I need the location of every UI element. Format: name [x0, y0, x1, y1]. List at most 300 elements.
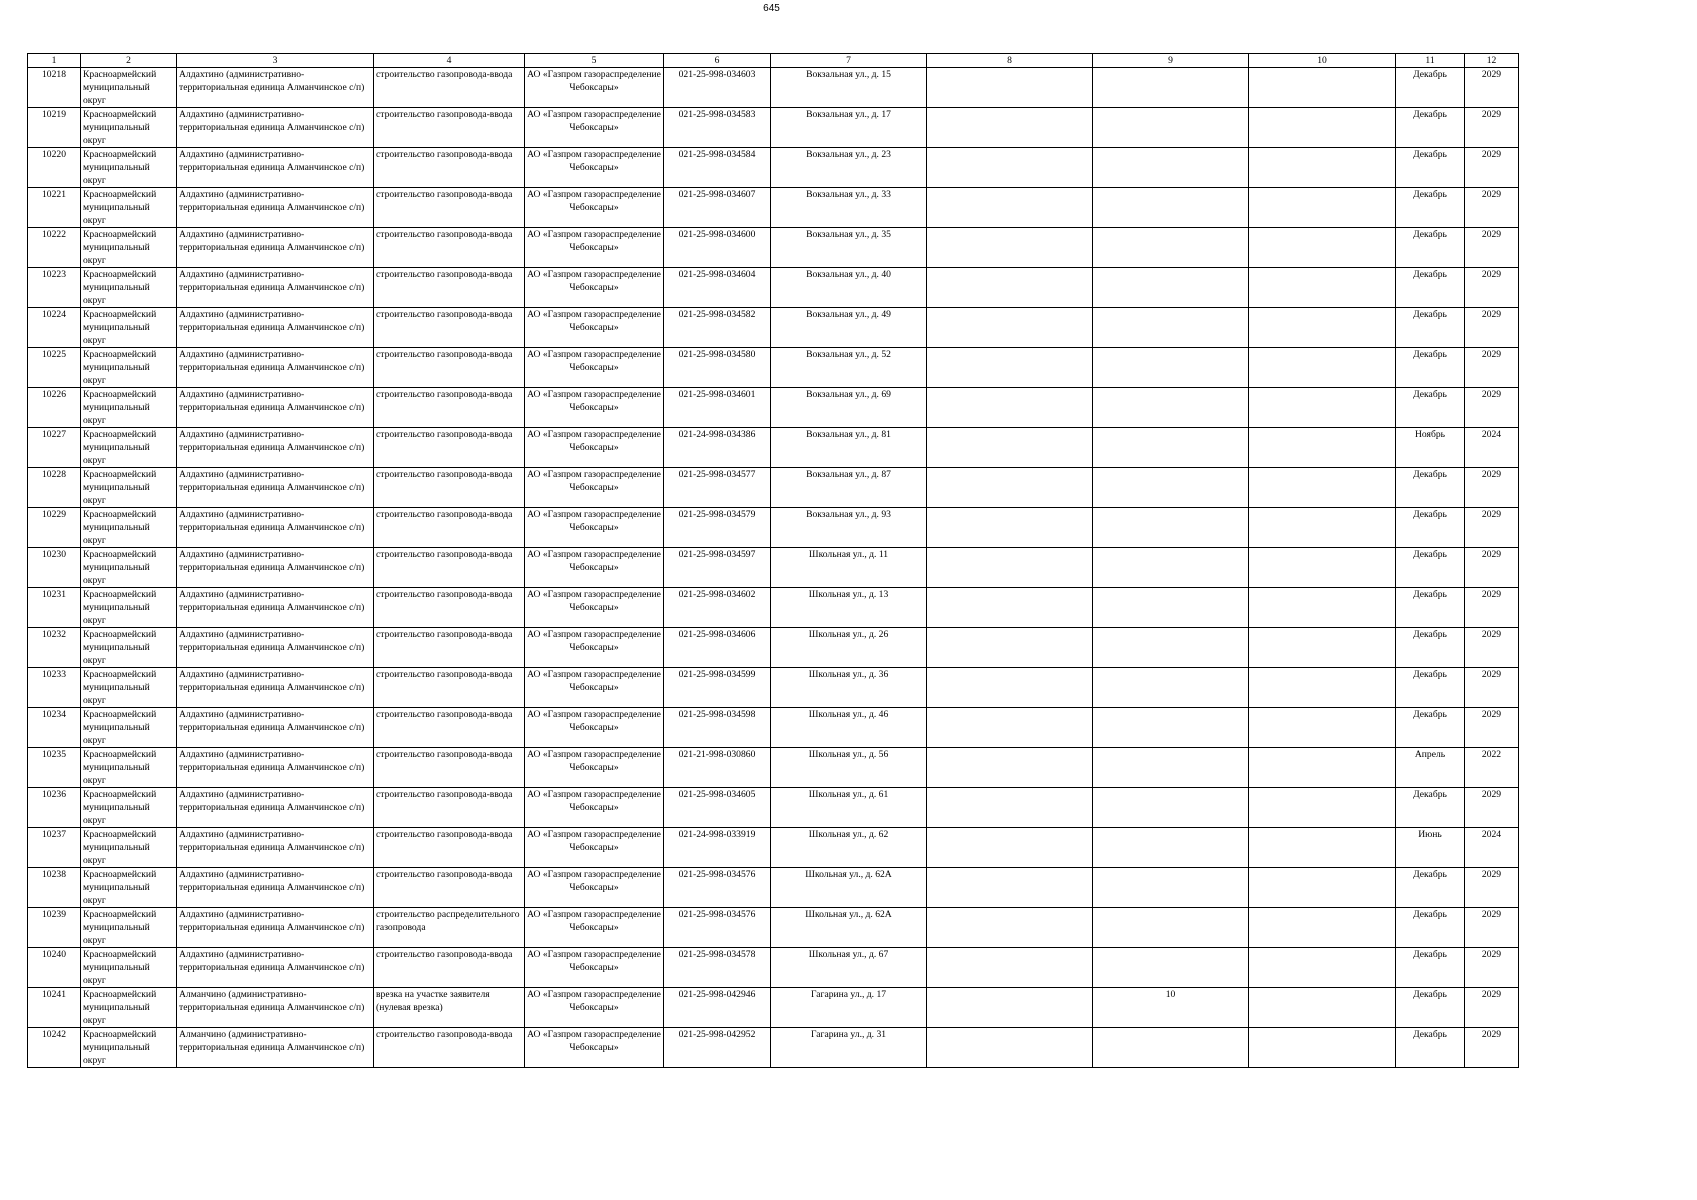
column-header: 11 — [1396, 54, 1465, 68]
column-8-cell — [927, 628, 1093, 668]
column-9-cell — [1093, 348, 1249, 388]
settlement-cell: Алдахтино (административно-территориальная единица Алманчинское с/п) — [177, 428, 374, 468]
register-table — [27, 53, 1519, 1068]
row-number: 10233 — [28, 668, 81, 708]
row-number: 10228 — [28, 468, 81, 508]
request-code-cell: 021-25-998-034597 — [664, 548, 771, 588]
month-cell: Декабрь — [1396, 668, 1465, 708]
settlement-cell: Алдахтино (административно-территориальная единица Алманчинское с/п) — [177, 308, 374, 348]
column-10-cell — [1249, 588, 1396, 628]
table-row — [28, 468, 1519, 508]
column-8-cell — [927, 668, 1093, 708]
address-cell: Школьная ул., д. 61 — [771, 788, 927, 828]
district-cell: Красноармейский муниципальный округ — [81, 988, 177, 1028]
settlement-cell: Алдахтино (административно-территориальная единица Алманчинское с/п) — [177, 588, 374, 628]
address-cell: Вокзальная ул., д. 35 — [771, 228, 927, 268]
year-cell: 2029 — [1465, 548, 1519, 588]
work-type-cell: строительство газопровода-ввода — [374, 828, 525, 868]
table-row — [28, 788, 1519, 828]
column-10-cell — [1249, 1028, 1396, 1068]
month-cell: Декабрь — [1396, 588, 1465, 628]
address-cell: Школьная ул., д. 62А — [771, 908, 927, 948]
column-9-cell — [1093, 708, 1249, 748]
district-cell: Красноармейский муниципальный округ — [81, 268, 177, 308]
district-cell: Красноармейский муниципальный округ — [81, 68, 177, 108]
request-code-cell: 021-25-998-034584 — [664, 148, 771, 188]
row-number: 10237 — [28, 828, 81, 868]
table-row — [28, 708, 1519, 748]
column-8-cell — [927, 468, 1093, 508]
district-cell: Красноармейский муниципальный округ — [81, 1028, 177, 1068]
row-number: 10242 — [28, 1028, 81, 1068]
column-8-cell — [927, 308, 1093, 348]
year-cell: 2024 — [1465, 828, 1519, 868]
column-9-cell — [1093, 308, 1249, 348]
row-number: 10220 — [28, 148, 81, 188]
month-cell: Декабрь — [1396, 228, 1465, 268]
address-cell: Вокзальная ул., д. 87 — [771, 468, 927, 508]
column-9-cell — [1093, 228, 1249, 268]
row-number: 10222 — [28, 228, 81, 268]
organization-cell: АО «Газпром газораспределение Чебоксары» — [525, 188, 664, 228]
column-10-cell — [1249, 308, 1396, 348]
settlement-cell: Алманчино (административно-территориальная единица Алманчинское с/п) — [177, 1028, 374, 1068]
work-type-cell: строительство газопровода-ввода — [374, 1028, 525, 1068]
column-9-cell — [1093, 868, 1249, 908]
column-8-cell — [927, 708, 1093, 748]
table-row — [28, 188, 1519, 228]
column-header: 10 — [1249, 54, 1396, 68]
work-type-cell: строительство газопровода-ввода — [374, 948, 525, 988]
row-number: 10235 — [28, 748, 81, 788]
organization-cell: АО «Газпром газораспределение Чебоксары» — [525, 108, 664, 148]
column-header: 5 — [525, 54, 664, 68]
column-8-cell — [927, 68, 1093, 108]
address-cell: Вокзальная ул., д. 52 — [771, 348, 927, 388]
settlement-cell: Алдахтино (административно-территориальная единица Алманчинское с/п) — [177, 228, 374, 268]
column-9-cell — [1093, 948, 1249, 988]
district-cell: Красноармейский муниципальный округ — [81, 748, 177, 788]
column-9-cell — [1093, 588, 1249, 628]
district-cell: Красноармейский муниципальный округ — [81, 388, 177, 428]
page-number: 645 — [763, 3, 780, 14]
column-9-cell — [1093, 908, 1249, 948]
column-header: 1 — [28, 54, 81, 68]
work-type-cell: врезка на участке заявителя (нулевая врезка) — [374, 988, 525, 1028]
table-row — [28, 828, 1519, 868]
request-code-cell: 021-25-998-034598 — [664, 708, 771, 748]
district-cell: Красноармейский муниципальный округ — [81, 308, 177, 348]
year-cell: 2029 — [1465, 908, 1519, 948]
organization-cell: АО «Газпром газораспределение Чебоксары» — [525, 68, 664, 108]
work-type-cell: строительство газопровода-ввода — [374, 68, 525, 108]
settlement-cell: Алдахтино (административно-территориальная единица Алманчинское с/п) — [177, 668, 374, 708]
district-cell: Красноармейский муниципальный округ — [81, 148, 177, 188]
address-cell: Вокзальная ул., д. 81 — [771, 428, 927, 468]
column-8-cell — [927, 108, 1093, 148]
settlement-cell: Алдахтино (административно-территориальная единица Алманчинское с/п) — [177, 828, 374, 868]
request-code-cell: 021-25-998-034603 — [664, 68, 771, 108]
organization-cell: АО «Газпром газораспределение Чебоксары» — [525, 988, 664, 1028]
table-row — [28, 508, 1519, 548]
month-cell: Декабрь — [1396, 148, 1465, 188]
request-code-cell: 021-25-998-034576 — [664, 908, 771, 948]
column-9-cell — [1093, 148, 1249, 188]
work-type-cell: строительство газопровода-ввода — [374, 748, 525, 788]
column-9-cell — [1093, 268, 1249, 308]
organization-cell: АО «Газпром газораспределение Чебоксары» — [525, 148, 664, 188]
table-row — [28, 388, 1519, 428]
organization-cell: АО «Газпром газораспределение Чебоксары» — [525, 348, 664, 388]
month-cell: Декабрь — [1396, 308, 1465, 348]
column-10-cell — [1249, 908, 1396, 948]
year-cell: 2029 — [1465, 468, 1519, 508]
organization-cell: АО «Газпром газораспределение Чебоксары» — [525, 268, 664, 308]
organization-cell: АО «Газпром газораспределение Чебоксары» — [525, 868, 664, 908]
work-type-cell: строительство газопровода-ввода — [374, 508, 525, 548]
request-code-cell: 021-25-998-042952 — [664, 1028, 771, 1068]
column-10-cell — [1249, 788, 1396, 828]
column-header: 2 — [81, 54, 177, 68]
table-row — [28, 148, 1519, 188]
column-header: 7 — [771, 54, 927, 68]
district-cell: Красноармейский муниципальный округ — [81, 548, 177, 588]
column-10-cell — [1249, 108, 1396, 148]
work-type-cell: строительство газопровода-ввода — [374, 668, 525, 708]
year-cell: 2029 — [1465, 1028, 1519, 1068]
organization-cell: АО «Газпром газораспределение Чебоксары» — [525, 508, 664, 548]
table-row — [28, 588, 1519, 628]
table-row — [28, 988, 1519, 1028]
address-cell: Вокзальная ул., д. 49 — [771, 308, 927, 348]
settlement-cell: Алдахтино (административно-территориальная единица Алманчинское с/п) — [177, 68, 374, 108]
column-9-cell — [1093, 68, 1249, 108]
month-cell: Декабрь — [1396, 188, 1465, 228]
organization-cell: АО «Газпром газораспределение Чебоксары» — [525, 748, 664, 788]
column-8-cell — [927, 188, 1093, 228]
column-10-cell — [1249, 708, 1396, 748]
row-number: 10225 — [28, 348, 81, 388]
column-9-cell — [1093, 468, 1249, 508]
settlement-cell: Алдахтино (административно-территориальная единица Алманчинское с/п) — [177, 148, 374, 188]
column-8-cell — [927, 788, 1093, 828]
column-header: 9 — [1093, 54, 1249, 68]
request-code-cell: 021-25-998-034583 — [664, 108, 771, 148]
district-cell: Красноармейский муниципальный округ — [81, 868, 177, 908]
table-row — [28, 668, 1519, 708]
row-number: 10234 — [28, 708, 81, 748]
district-cell: Красноармейский муниципальный округ — [81, 948, 177, 988]
table-row — [28, 268, 1519, 308]
address-cell: Вокзальная ул., д. 23 — [771, 148, 927, 188]
column-header: 6 — [664, 54, 771, 68]
settlement-cell: Алдахтино (административно-территориальная единица Алманчинское с/п) — [177, 948, 374, 988]
request-code-cell: 021-24-998-033919 — [664, 828, 771, 868]
address-cell: Вокзальная ул., д. 69 — [771, 388, 927, 428]
month-cell: Декабрь — [1396, 708, 1465, 748]
column-8-cell — [927, 908, 1093, 948]
request-code-cell: 021-21-998-030860 — [664, 748, 771, 788]
column-8-cell — [927, 428, 1093, 468]
column-9-cell — [1093, 548, 1249, 588]
address-cell: Гагарина ул., д. 17 — [771, 988, 927, 1028]
column-10-cell — [1249, 748, 1396, 788]
organization-cell: АО «Газпром газораспределение Чебоксары» — [525, 428, 664, 468]
address-cell: Школьная ул., д. 13 — [771, 588, 927, 628]
request-code-cell: 021-25-998-034579 — [664, 508, 771, 548]
column-10-cell — [1249, 388, 1396, 428]
address-cell: Школьная ул., д. 26 — [771, 628, 927, 668]
address-cell: Школьная ул., д. 56 — [771, 748, 927, 788]
organization-cell: АО «Газпром газораспределение Чебоксары» — [525, 708, 664, 748]
column-10-cell — [1249, 948, 1396, 988]
work-type-cell: строительство газопровода-ввода — [374, 708, 525, 748]
settlement-cell: Алдахтино (административно-территориальная единица Алманчинское с/п) — [177, 748, 374, 788]
row-number: 10240 — [28, 948, 81, 988]
column-header: 8 — [927, 54, 1093, 68]
address-cell: Школьная ул., д. 46 — [771, 708, 927, 748]
organization-cell: АО «Газпром газораспределение Чебоксары» — [525, 948, 664, 988]
organization-cell: АО «Газпром газораспределение Чебоксары» — [525, 668, 664, 708]
address-cell: Вокзальная ул., д. 17 — [771, 108, 927, 148]
column-header: 12 — [1465, 54, 1519, 68]
table-row — [28, 868, 1519, 908]
work-type-cell: строительство газопровода-ввода — [374, 388, 525, 428]
request-code-cell: 021-25-998-034605 — [664, 788, 771, 828]
district-cell: Красноармейский муниципальный округ — [81, 348, 177, 388]
row-number: 10232 — [28, 628, 81, 668]
address-cell: Вокзальная ул., д. 33 — [771, 188, 927, 228]
year-cell: 2029 — [1465, 508, 1519, 548]
column-header: 3 — [177, 54, 374, 68]
work-type-cell: строительство газопровода-ввода — [374, 348, 525, 388]
month-cell: Апрель — [1396, 748, 1465, 788]
year-cell: 2022 — [1465, 748, 1519, 788]
month-cell: Декабрь — [1396, 348, 1465, 388]
month-cell: Декабрь — [1396, 628, 1465, 668]
table-header-row — [28, 54, 1519, 68]
work-type-cell: строительство газопровода-ввода — [374, 108, 525, 148]
month-cell: Декабрь — [1396, 468, 1465, 508]
work-type-cell: строительство газопровода-ввода — [374, 228, 525, 268]
work-type-cell: строительство газопровода-ввода — [374, 428, 525, 468]
month-cell: Ноябрь — [1396, 428, 1465, 468]
column-8-cell — [927, 948, 1093, 988]
row-number: 10219 — [28, 108, 81, 148]
year-cell: 2024 — [1465, 428, 1519, 468]
organization-cell: АО «Газпром газораспределение Чебоксары» — [525, 1028, 664, 1068]
address-cell: Школьная ул., д. 36 — [771, 668, 927, 708]
address-cell: Школьная ул., д. 62А — [771, 868, 927, 908]
column-9-cell — [1093, 628, 1249, 668]
address-cell: Школьная ул., д. 62 — [771, 828, 927, 868]
organization-cell: АО «Газпром газораспределение Чебоксары» — [525, 308, 664, 348]
address-cell: Вокзальная ул., д. 40 — [771, 268, 927, 308]
year-cell: 2029 — [1465, 68, 1519, 108]
row-number: 10226 — [28, 388, 81, 428]
organization-cell: АО «Газпром газораспределение Чебоксары» — [525, 788, 664, 828]
work-type-cell: строительство газопровода-ввода — [374, 308, 525, 348]
address-cell: Вокзальная ул., д. 15 — [771, 68, 927, 108]
request-code-cell: 021-25-998-034602 — [664, 588, 771, 628]
column-header: 4 — [374, 54, 525, 68]
year-cell: 2029 — [1465, 988, 1519, 1028]
request-code-cell: 021-25-998-034604 — [664, 268, 771, 308]
month-cell: Декабрь — [1396, 268, 1465, 308]
address-cell: Школьная ул., д. 11 — [771, 548, 927, 588]
month-cell: Декабрь — [1396, 948, 1465, 988]
row-number: 10224 — [28, 308, 81, 348]
year-cell: 2029 — [1465, 708, 1519, 748]
district-cell: Красноармейский муниципальный округ — [81, 708, 177, 748]
row-number: 10241 — [28, 988, 81, 1028]
column-9-cell — [1093, 508, 1249, 548]
request-code-cell: 021-25-998-034577 — [664, 468, 771, 508]
request-code-cell: 021-25-998-034600 — [664, 228, 771, 268]
organization-cell: АО «Газпром газораспределение Чебоксары» — [525, 908, 664, 948]
year-cell: 2029 — [1465, 588, 1519, 628]
district-cell: Красноармейский муниципальный округ — [81, 188, 177, 228]
column-10-cell — [1249, 348, 1396, 388]
month-cell: Декабрь — [1396, 788, 1465, 828]
settlement-cell: Алдахтино (административно-территориальная единица Алманчинское с/п) — [177, 548, 374, 588]
month-cell: Декабрь — [1396, 1028, 1465, 1068]
year-cell: 2029 — [1465, 628, 1519, 668]
row-number: 10218 — [28, 68, 81, 108]
settlement-cell: Алдахтино (административно-территориальная единица Алманчинское с/п) — [177, 788, 374, 828]
organization-cell: АО «Газпром газораспределение Чебоксары» — [525, 468, 664, 508]
settlement-cell: Алдахтино (административно-территориальная единица Алманчинское с/п) — [177, 388, 374, 428]
column-9-cell — [1093, 668, 1249, 708]
column-9-cell — [1093, 828, 1249, 868]
organization-cell: АО «Газпром газораспределение Чебоксары» — [525, 588, 664, 628]
request-code-cell: 021-25-998-034576 — [664, 868, 771, 908]
month-cell: Декабрь — [1396, 108, 1465, 148]
year-cell: 2029 — [1465, 188, 1519, 228]
column-8-cell — [927, 268, 1093, 308]
column-10-cell — [1249, 468, 1396, 508]
column-10-cell — [1249, 428, 1396, 468]
table-row — [28, 348, 1519, 388]
year-cell: 2029 — [1465, 868, 1519, 908]
column-9-cell — [1093, 188, 1249, 228]
settlement-cell: Алдахтино (административно-территориальная единица Алманчинское с/п) — [177, 708, 374, 748]
year-cell: 2029 — [1465, 788, 1519, 828]
month-cell: Декабрь — [1396, 68, 1465, 108]
year-cell: 2029 — [1465, 308, 1519, 348]
column-9-cell — [1093, 428, 1249, 468]
column-10-cell — [1249, 548, 1396, 588]
work-type-cell: строительство газопровода-ввода — [374, 468, 525, 508]
month-cell: Декабрь — [1396, 548, 1465, 588]
address-cell: Школьная ул., д. 67 — [771, 948, 927, 988]
column-10-cell — [1249, 148, 1396, 188]
column-10-cell — [1249, 988, 1396, 1028]
request-code-cell: 021-25-998-034582 — [664, 308, 771, 348]
work-type-cell: строительство газопровода-ввода — [374, 188, 525, 228]
table-row — [28, 428, 1519, 468]
row-number: 10231 — [28, 588, 81, 628]
request-code-cell: 021-25-998-034580 — [664, 348, 771, 388]
row-number: 10236 — [28, 788, 81, 828]
year-cell: 2029 — [1465, 388, 1519, 428]
month-cell: Декабрь — [1396, 988, 1465, 1028]
column-10-cell — [1249, 828, 1396, 868]
year-cell: 2029 — [1465, 668, 1519, 708]
table-row — [28, 948, 1519, 988]
district-cell: Красноармейский муниципальный округ — [81, 428, 177, 468]
column-10-cell — [1249, 268, 1396, 308]
column-10-cell — [1249, 228, 1396, 268]
column-9-cell — [1093, 388, 1249, 428]
column-8-cell — [927, 988, 1093, 1028]
row-number: 10229 — [28, 508, 81, 548]
row-number: 10239 — [28, 908, 81, 948]
district-cell: Красноармейский муниципальный округ — [81, 668, 177, 708]
request-code-cell: 021-25-998-034607 — [664, 188, 771, 228]
table-row — [28, 228, 1519, 268]
work-type-cell: строительство распределительного газопровода — [374, 908, 525, 948]
work-type-cell: строительство газопровода-ввода — [374, 148, 525, 188]
column-8-cell — [927, 508, 1093, 548]
work-type-cell: строительство газопровода-ввода — [374, 788, 525, 828]
month-cell: Декабрь — [1396, 508, 1465, 548]
year-cell: 2029 — [1465, 948, 1519, 988]
address-cell: Гагарина ул., д. 31 — [771, 1028, 927, 1068]
column-9-cell — [1093, 108, 1249, 148]
column-8-cell — [927, 388, 1093, 428]
column-10-cell — [1249, 188, 1396, 228]
organization-cell: АО «Газпром газораспределение Чебоксары» — [525, 388, 664, 428]
row-number: 10227 — [28, 428, 81, 468]
table-row — [28, 548, 1519, 588]
work-type-cell: строительство газопровода-ввода — [374, 628, 525, 668]
settlement-cell: Алдахтино (административно-территориальная единица Алманчинское с/п) — [177, 268, 374, 308]
column-10-cell — [1249, 868, 1396, 908]
organization-cell: АО «Газпром газораспределение Чебоксары» — [525, 228, 664, 268]
column-8-cell — [927, 828, 1093, 868]
month-cell: Июнь — [1396, 828, 1465, 868]
column-9-cell: 10 — [1093, 988, 1249, 1028]
table-row — [28, 748, 1519, 788]
row-number: 10221 — [28, 188, 81, 228]
district-cell: Красноармейский муниципальный округ — [81, 588, 177, 628]
table-row — [28, 628, 1519, 668]
table-row — [28, 68, 1519, 108]
settlement-cell: Алдахтино (административно-территориальная единица Алманчинское с/п) — [177, 188, 374, 228]
year-cell: 2029 — [1465, 268, 1519, 308]
district-cell: Красноармейский муниципальный округ — [81, 468, 177, 508]
year-cell: 2029 — [1465, 148, 1519, 188]
request-code-cell: 021-25-998-034606 — [664, 628, 771, 668]
column-8-cell — [927, 148, 1093, 188]
column-9-cell — [1093, 748, 1249, 788]
request-code-cell: 021-25-998-034601 — [664, 388, 771, 428]
column-9-cell — [1093, 788, 1249, 828]
settlement-cell: Алдахтино (административно-территориальная единица Алманчинское с/п) — [177, 468, 374, 508]
table-row — [28, 1028, 1519, 1068]
column-8-cell — [927, 548, 1093, 588]
settlement-cell: Алдахтино (административно-территориальная единица Алманчинское с/п) — [177, 508, 374, 548]
request-code-cell: 021-24-998-034386 — [664, 428, 771, 468]
column-10-cell — [1249, 668, 1396, 708]
request-code-cell: 021-25-998-034578 — [664, 948, 771, 988]
settlement-cell: Алдахтино (административно-территориальная единица Алманчинское с/п) — [177, 628, 374, 668]
column-8-cell — [927, 228, 1093, 268]
request-code-cell: 021-25-998-042946 — [664, 988, 771, 1028]
address-cell: Вокзальная ул., д. 93 — [771, 508, 927, 548]
table-row — [28, 908, 1519, 948]
